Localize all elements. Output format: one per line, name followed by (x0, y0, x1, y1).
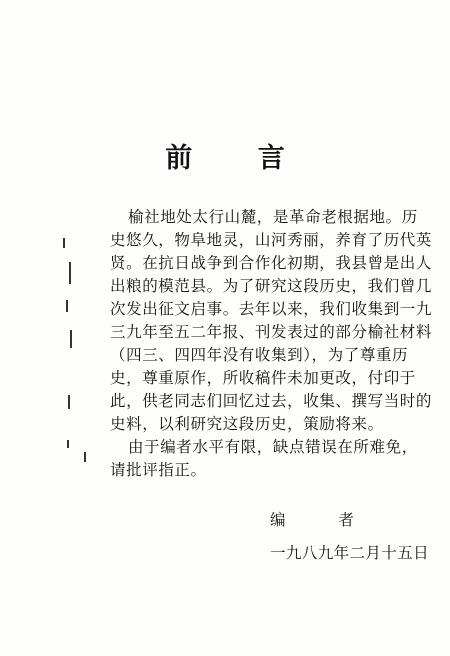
paragraph-line: 此，供老同志们回忆过去，收集、撰写当时的 (110, 392, 433, 410)
author-signature: 编 者 (270, 511, 378, 529)
page-title: 前 言 (165, 143, 313, 174)
scan-mark (69, 262, 71, 284)
scan-mark (68, 395, 70, 409)
paragraph-line: 三九年至五二年报、刊发表过的部分榆社材料 (110, 323, 433, 341)
scan-mark (84, 452, 86, 462)
paragraph-line: 史悠久，物阜地灵，山河秀丽，养育了历代英 (110, 231, 433, 249)
paragraph-line: 史料，以利研究这段历史，策励将来。 (110, 415, 384, 433)
paragraph-line: 史，尊重原作，所收稿件未加更改，付印于 (110, 369, 416, 387)
scan-mark (63, 238, 65, 248)
paragraph-line: 出粮的模范县。为了研究这段历史，我们曾几 (110, 277, 433, 295)
paragraph-line: 次发出征文启事。去年以来，我们收集到一九 (110, 300, 433, 318)
paragraph-line: 榆社地处太行山麓，是革命老根据地。历 (128, 208, 418, 226)
paragraph-line: 贤。在抗日战争到合作化初期，我县曾是出人 (110, 254, 433, 272)
scan-mark (67, 440, 69, 448)
scan-mark (70, 330, 72, 348)
paragraph-line: 由于编者水平有限，缺点错误在所难免， (128, 438, 418, 456)
date-line: 一九八九年二月十五日 (270, 544, 430, 562)
scan-mark (66, 300, 68, 312)
paragraph-line: （四三、四四年没有收集到），为了尊重历 (110, 346, 409, 364)
paragraph-line: 请批评指正。 (110, 461, 207, 479)
